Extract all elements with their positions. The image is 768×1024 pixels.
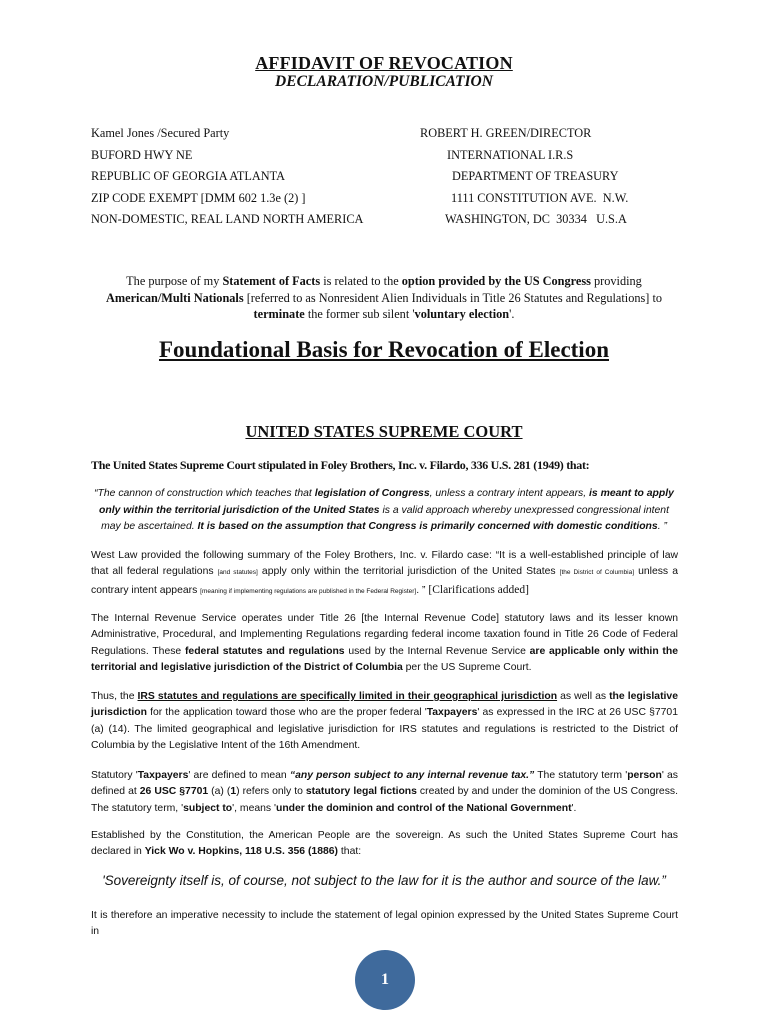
sender-line: NON-DOMESTIC, REAL LAND NORTH AMERICA (91, 212, 364, 226)
sender-address (91, 123, 363, 231)
irs-operates-paragraph: The Internal Revenue Service operates under Title 26 [the Internal Revenue Code] statutory laws and its lesser known Administrative, Procedural, and Implementing Regulations regarding federal income taxation found in Title 26 Code of Federal Regulations. These federal statutes and regulations used by the Internal Revenue Service are applicable only within the territorial and legislative jurisdiction of the District of Columbia per the US Supreme Court. (91, 613, 678, 674)
stipulation-line: The United States Supreme Court stipulated in Foley Brothers, Inc. v. Filardo, 336 U.S. 281 (1949) that: (91, 458, 590, 472)
sender-line: BUFORD HWY NE (91, 147, 193, 162)
court-heading: UNITED STATES SUPREME COURT (245, 422, 523, 441)
sender-line: REPUBLIC OF GEORGIA ATLANTA (91, 169, 286, 183)
foley-quote: “The cannon of construction which teaches that legislation of Congress, unless a contrary intent appears, is meant to apply only within the territorial jurisdiction of the United States is a valid approach whereby unexpressed congressional intent may be ascertained. It is based on the assumption that Congress is primarily concerned with domestic conditions. ” (94, 488, 674, 533)
westlaw-paragraph: West Law provided the following summary of the Foley Brothers, Inc. v. Filardo case: “It is a well-established principle of law that all federal regulations [and statutes] apply only within the territorial jurisdiction of the United States [the District of Columbia] unless a contrary intent appears [meaning if implementing regulations are published in the Federal Register]. ” [Clarifications added] (91, 550, 678, 596)
recipient-address (420, 123, 628, 231)
sender-line: ZIP CODE EXEMPT [DMM 602 1.3e (2) ] (91, 190, 306, 205)
document-subtitle: DECLARATION/PUBLICATION (275, 73, 493, 90)
taxpayers-paragraph: Statutory 'Taxpayers' are defined to mean “any person subject to any internal revenue tax.” The statutory term 'person' as defined at 26 USC §7701 (a) (1) refers only to statutory legal fictions created by and under the dominion of the US Congress. The statutory term, 'subject to', means 'under the dominion and control of the National Government'. (91, 770, 678, 814)
section-heading: Foundational Basis for Revocation of Election (158, 337, 609, 362)
page-number: 1 (381, 971, 389, 988)
yick-wo-quote: 'Sovereignty itself is, of course, not subject to the law for it is the author and source of the law.” (102, 873, 666, 888)
sovereign-paragraph: Established by the Constitution, the American People are the sovereign. As such the United States Supreme Court has declared in Yick Wo v. Hopkins, 118 U.S. 356 (1886) that: (91, 830, 678, 858)
sender-line: Kamel Jones /Secured Party (91, 126, 230, 140)
closing-paragraph: It is therefore an imperative necessity to include the statement of legal opinion expressed by the United States Supreme Court in (91, 910, 678, 938)
jurisdiction-paragraph: Thus, the IRS statutes and regulations are specifically limited in their geographical jurisdiction as well as the legislative jurisdiction for the application toward those who are the proper federal 'Taxpayers' as expressed in the IRC at 26 USC §7701 (a) (14). The limited geographical and legislative jurisdiction for IRS statutes and regulations is restricted to the District of Columbia by the Legislative Intent of the 16th Amendment. (91, 691, 678, 752)
recipient-line: ROBERT H. GREEN/DIRECTOR (420, 126, 592, 140)
recipient-line: INTERNATIONAL I.R.S (447, 147, 574, 162)
recipient-line: DEPARTMENT OF TREASURY (452, 169, 619, 183)
recipient-line: WASHINGTON, DC 30334 U.S.A (445, 212, 627, 226)
recipient-line: 1111 CONSTITUTION AVE. N.W. (451, 190, 629, 205)
document-title: AFFIDAVIT OF REVOCATION (255, 53, 513, 73)
purpose-statement: The purpose of my Statement of Facts is related to the option provided by the US Congress providing American/Multi Nationals [referred to as Nonresident Alien Individuals in Title 26 Statutes and Regulations] to terminate the former sub silent 'voluntary election'. (105, 274, 663, 322)
page-number-badge (355, 950, 415, 1010)
